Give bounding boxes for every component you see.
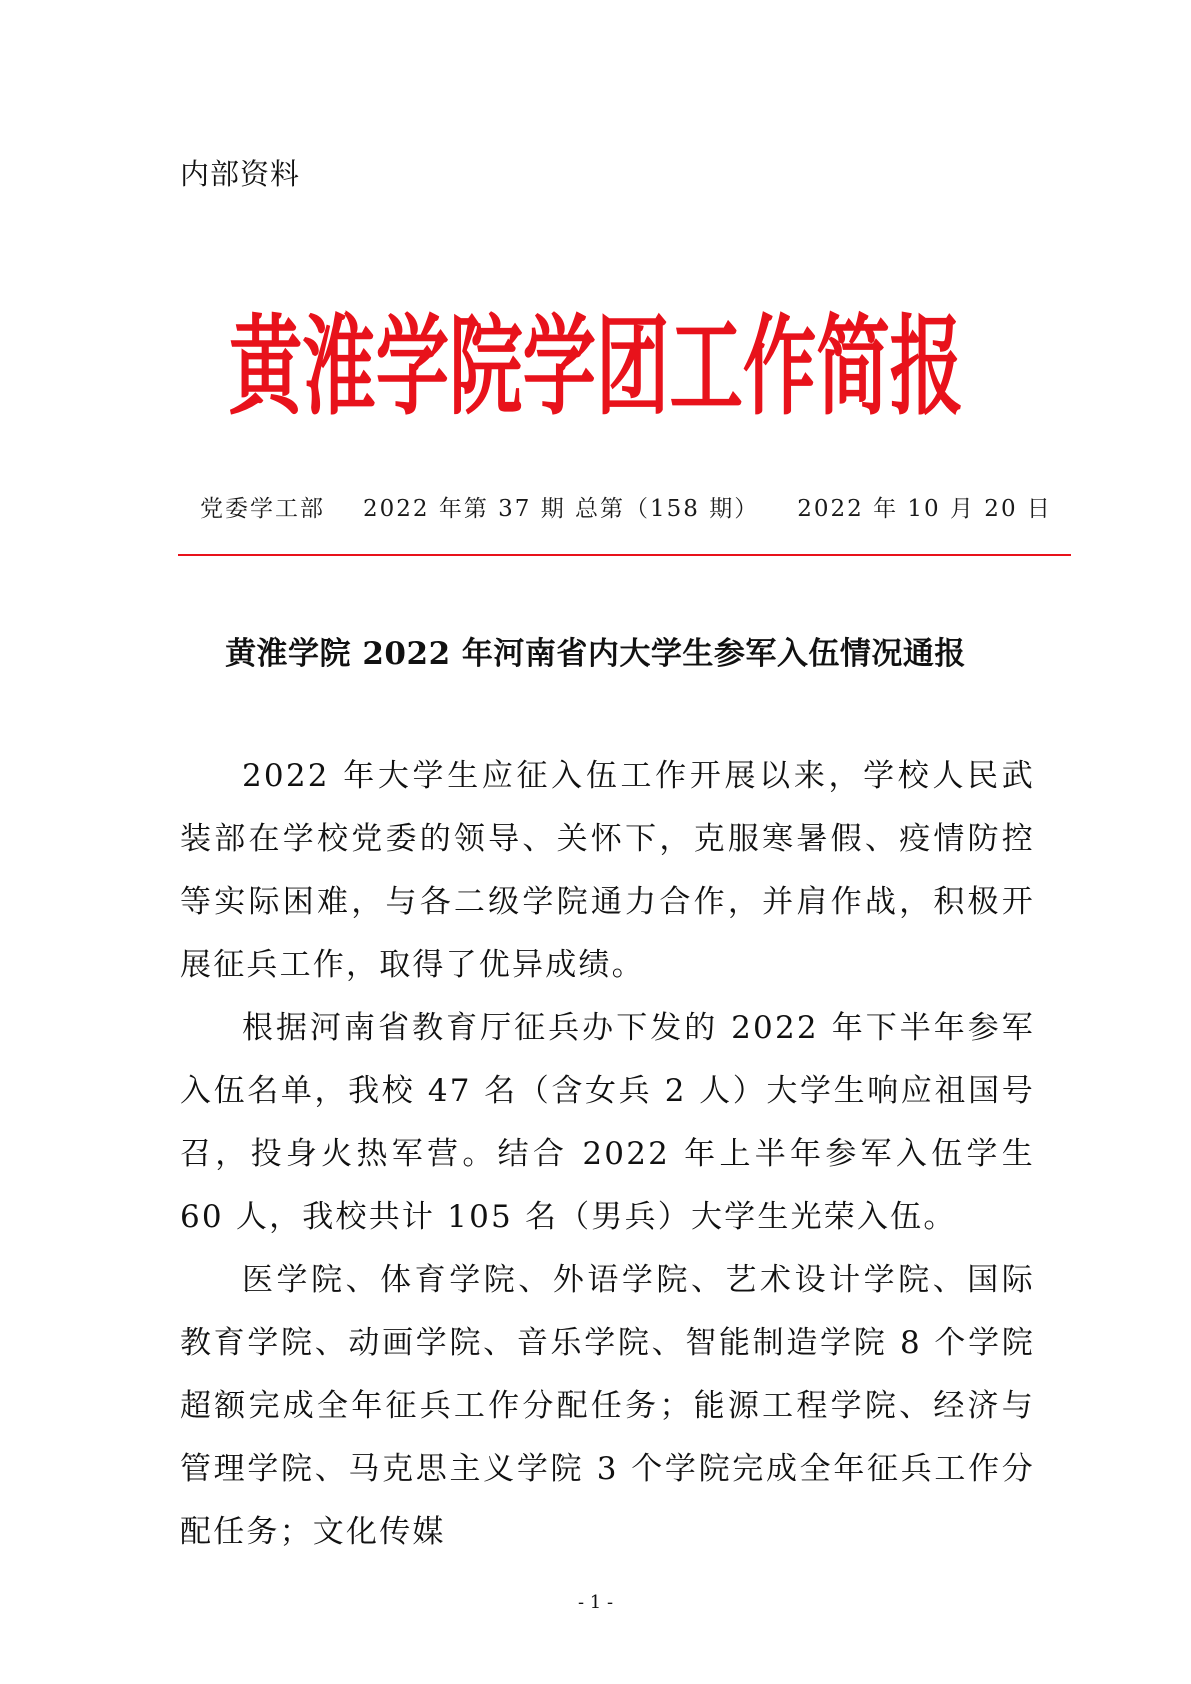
paragraph: 医学院、体育学院、外语学院、艺术设计学院、国际教育学院、动画学院、音乐学院、智能制造学院 8 个学院超额完成全年征兵工作分配任务；能源工程学院、经济与管理学院、马克思主义学院 3 个学院完成全年征兵工作分配任务；文化传媒: [180, 1262, 1035, 1550]
classification-label: 内部资料: [180, 157, 301, 191]
masthead-divider: [178, 554, 1071, 556]
article-title: 黄淮学院 2022 年河南省内大学生参军入伍情况通报: [225, 636, 966, 672]
article-body: [180, 745, 1035, 1564]
issue-date: 2022 年 10 月 20 日: [797, 496, 1052, 522]
page-number: - 1 -: [577, 1592, 614, 1613]
issuer: 党委学工部: [200, 496, 325, 522]
paragraph: 根据河南省教育厅征兵办下发的 2022 年下半年参军入伍名单，我校 47 名（含女兵 2 人）大学生响应祖国号召，投身火热军营。结合 2022 年上半年参军入伍学生 60 人，我校共计 105 名（男兵）大学生光荣入伍。: [180, 1010, 1035, 1235]
issue-info-line: [200, 490, 1052, 523]
issue-number: 2022 年第 37 期 总第（158 期）: [363, 496, 760, 522]
paragraph: 2022 年大学生应征入伍工作开展以来，学校人民武装部在学校党委的领导、关怀下，克服寒暑假、疫情防控等实际困难，与各二级学院通力合作，并肩作战，积极开展征兵工作，取得了优异成绩。: [180, 758, 1035, 983]
masthead-title: 黄淮学院学团工作简报: [228, 304, 964, 430]
